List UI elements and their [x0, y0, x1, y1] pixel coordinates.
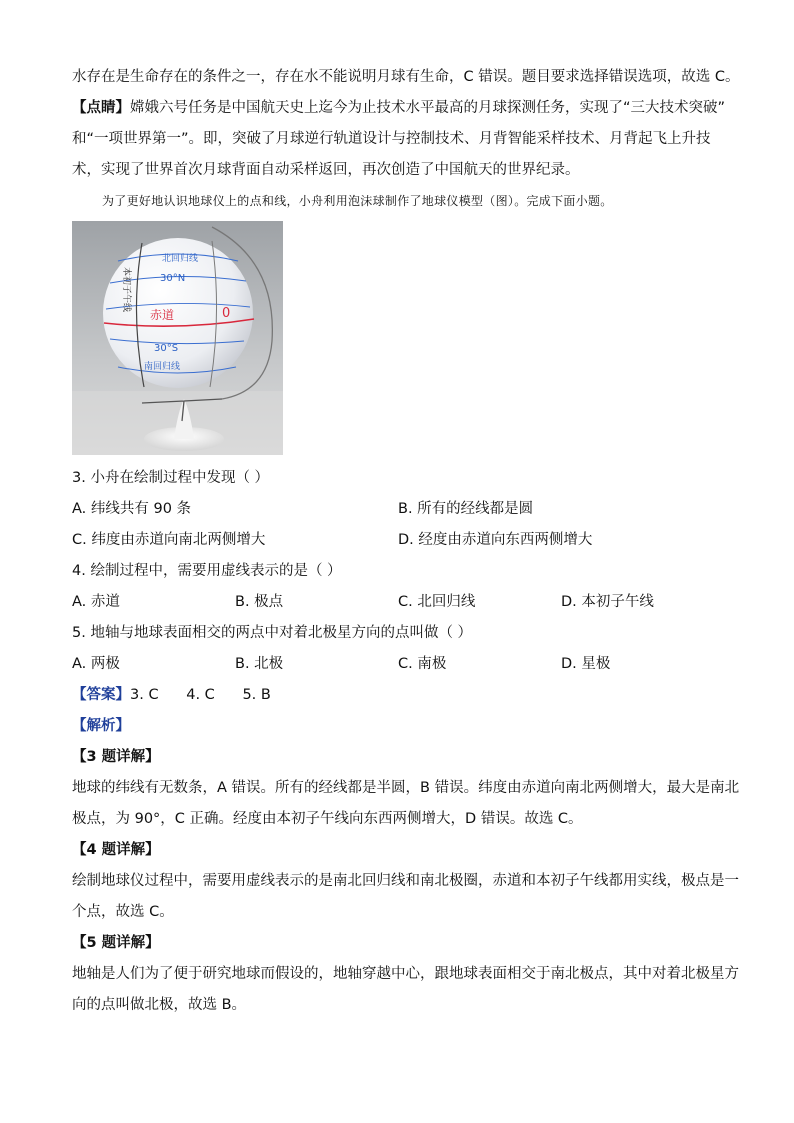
- question-stem: 5. 地轴与地球表面相交的两点中对着北极星方向的点叫做（ ）: [72, 625, 473, 641]
- photo-label-equator: 赤道: [150, 308, 175, 322]
- photo-label-tropic-north: 北回归线: [162, 254, 199, 264]
- key-point-line: [72, 93, 724, 124]
- question-stem: 3. 小舟在绘制过程中发现（ ）: [72, 470, 270, 486]
- option-d: D. 本初子午线: [561, 594, 654, 610]
- option-a: A. 两极: [72, 656, 120, 672]
- photo-label-prime-meridian: 本初子午线: [121, 267, 131, 313]
- question-intro: 为了更好地认识地球仪上的点和线，小舟利用泡沫球制作了地球仪模型（图）。完成下面小题。: [102, 194, 613, 208]
- detail-heading: 【3 题详解】: [72, 749, 160, 765]
- globe-model-photo: [72, 221, 283, 455]
- option-b: B. 极点: [235, 594, 284, 610]
- analysis-heading: 【解析】: [72, 718, 130, 734]
- detail-heading: 【4 题详解】: [72, 842, 160, 858]
- explanation-line: 水存在是生命存在的条件之一，存在水不能说明月球有生命，C 错误。题目要求选择错误选项，故选 C。: [72, 69, 740, 85]
- question-options: [72, 649, 724, 680]
- photo-label-zero: 0: [222, 306, 231, 321]
- answer-text: 3. C 4. C 5. B: [130, 687, 271, 703]
- detail-text: 极点，为 90°，C 正确。经度由本初子午线向东西两侧增大，D 错误。故选 C。: [72, 811, 583, 827]
- question-options: [72, 587, 724, 618]
- photo-label-tropic-south: 南回归线: [144, 362, 181, 372]
- question-options: [72, 494, 724, 525]
- answer-tag: 【答案】: [72, 687, 130, 703]
- photo-label-30s: 30°S: [154, 343, 179, 354]
- detail-heading: 【5 题详解】: [72, 935, 160, 951]
- detail-text: 向的点叫做北极，故选 B。: [72, 997, 247, 1013]
- key-point-line: 术，实现了世界首次月球背面自动采样返回，再次创造了中国航天的世界纪录。: [72, 162, 580, 178]
- key-point-tag: 【点睛】: [72, 100, 130, 116]
- detail-text: 个点，故选 C。: [72, 904, 174, 920]
- option-d: D. 星极: [561, 656, 611, 672]
- option-b: B. 北极: [235, 656, 284, 672]
- option-a: A. 赤道: [72, 594, 120, 610]
- detail-text: 地轴是人们为了便于研究地球而假设的，地轴穿越中心，跟地球表面相交于南北极点，其中对着北极星方: [72, 966, 739, 982]
- key-point-line: 和“一项世界第一”。即，突破了月球逆行轨道设计与控制技术、月背智能采样技术、月背起飞上升技: [72, 131, 711, 147]
- answer-line: [72, 680, 724, 711]
- document-page: [72, 62, 740, 1021]
- option-a: A. 纬线共有 90 条: [72, 501, 192, 517]
- option-c: C. 纬度由赤道向南北两侧增大: [72, 532, 266, 548]
- question-stem: 4. 绘制过程中，需要用虚线表示的是（ ）: [72, 563, 342, 579]
- question-options: [72, 525, 724, 556]
- option-d: D. 经度由赤道向东西两侧增大: [398, 532, 593, 548]
- photo-label-30n: 30°N: [160, 273, 186, 284]
- key-point-text: 嫦娥六号任务是中国航天史上迄今为止技术水平最高的月球探测任务，实现了“三大技术突破”: [130, 100, 726, 116]
- option-c: C. 北回归线: [398, 594, 476, 610]
- option-c: C. 南极: [398, 656, 447, 672]
- detail-text: 地球的纬线有无数条，A 错误。所有的经线都是半圆，B 错误。纬度由赤道向南北两侧增大，最大是南北: [72, 780, 740, 796]
- option-b: B. 所有的经线都是圆: [398, 501, 534, 517]
- detail-text: 绘制地球仪过程中，需要用虚线表示的是南北回归线和南北极圈，赤道和本初子午线都用实线，极点是一: [72, 873, 739, 889]
